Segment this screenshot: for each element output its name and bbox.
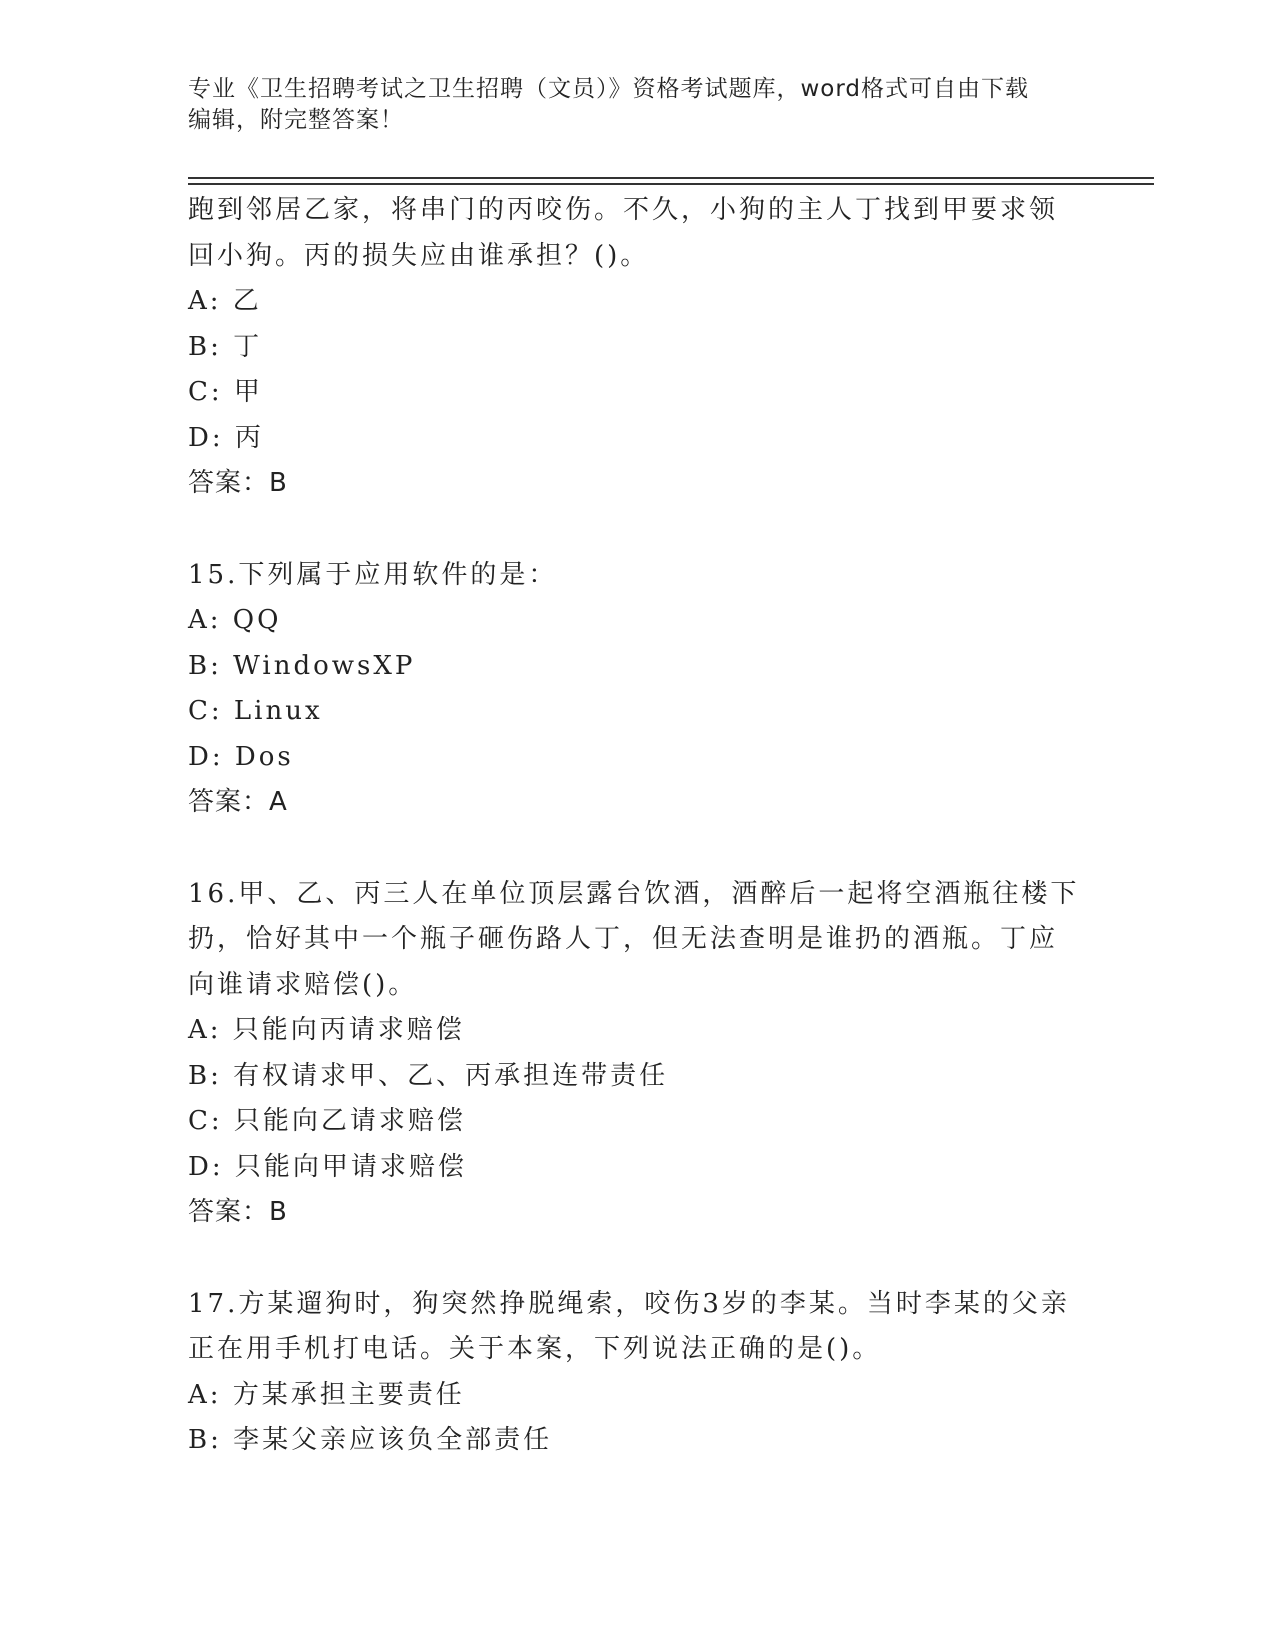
option-b: B: WindowsXP	[188, 650, 416, 681]
option-b: B: 丁	[188, 331, 263, 362]
answer-line: 答案：B	[188, 1197, 288, 1227]
option-c: C: 甲	[188, 377, 263, 407]
option-a: A: 只能向丙请求赔偿	[188, 1015, 465, 1045]
question-spacer	[188, 826, 1108, 872]
option-a: A: QQ	[188, 605, 282, 635]
header-line-2: 编辑，附完整答案！	[188, 107, 404, 133]
header-line-1: 专业《卫生招聘考试之卫生招聘（文员）》资格考试题库，word格式可自由下载	[188, 76, 1030, 102]
question-stem-line: 15.下列属于应用软件的是：	[188, 559, 558, 590]
option-a: A: 方某承担主要责任	[188, 1379, 465, 1410]
question-stem-line: 16.甲、乙、丙三人在单位顶层露台饮酒，酒醉后一起将空酒瓶往楼下	[188, 878, 1080, 909]
option-d: D: Dos	[188, 741, 294, 772]
option-c: C: Linux	[188, 696, 323, 726]
question-stem-line: 向谁请求赔偿()。	[188, 969, 418, 1000]
question-spacer	[188, 1236, 1108, 1282]
question-14	[188, 188, 1108, 507]
question-17	[188, 1282, 1108, 1464]
question-16	[188, 872, 1108, 1236]
answer-line: 答案：A	[188, 787, 288, 817]
header-divider-top	[188, 177, 1154, 179]
option-a: A: 乙	[188, 286, 262, 316]
question-15	[188, 553, 1108, 826]
option-b: B: 李某父亲应该负全部责任	[188, 1425, 553, 1455]
header-divider-bottom	[188, 183, 1154, 185]
question-stem-line: 扔，恰好其中一个瓶子砸伤路人丁，但无法查明是谁扔的酒瓶。丁应	[188, 924, 1059, 954]
option-c: C: 只能向乙请求赔偿	[188, 1106, 466, 1136]
document-header	[188, 74, 1088, 136]
option-b: B: 有权请求甲、乙、丙承担连带责任	[188, 1060, 669, 1091]
question-stem-line: 跑到邻居乙家，将串门的丙咬伤。不久，小狗的主人丁找到甲要求领	[188, 195, 1059, 225]
question-stem-line: 回小狗。丙的损失应由谁承担？()。	[188, 240, 650, 271]
question-spacer	[188, 507, 1108, 553]
question-list	[188, 188, 1108, 1464]
answer-line: 答案：B	[188, 468, 288, 498]
question-stem-line: 17.方某遛狗时，狗突然挣脱绳索，咬伤3岁的李某。当时李某的父亲	[188, 1288, 1070, 1319]
option-d: D: 丙	[188, 422, 264, 453]
option-d: D: 只能向甲请求赔偿	[188, 1151, 467, 1182]
question-stem-line: 正在用手机打电话。关于本案，下列说法正确的是()。	[188, 1334, 882, 1364]
